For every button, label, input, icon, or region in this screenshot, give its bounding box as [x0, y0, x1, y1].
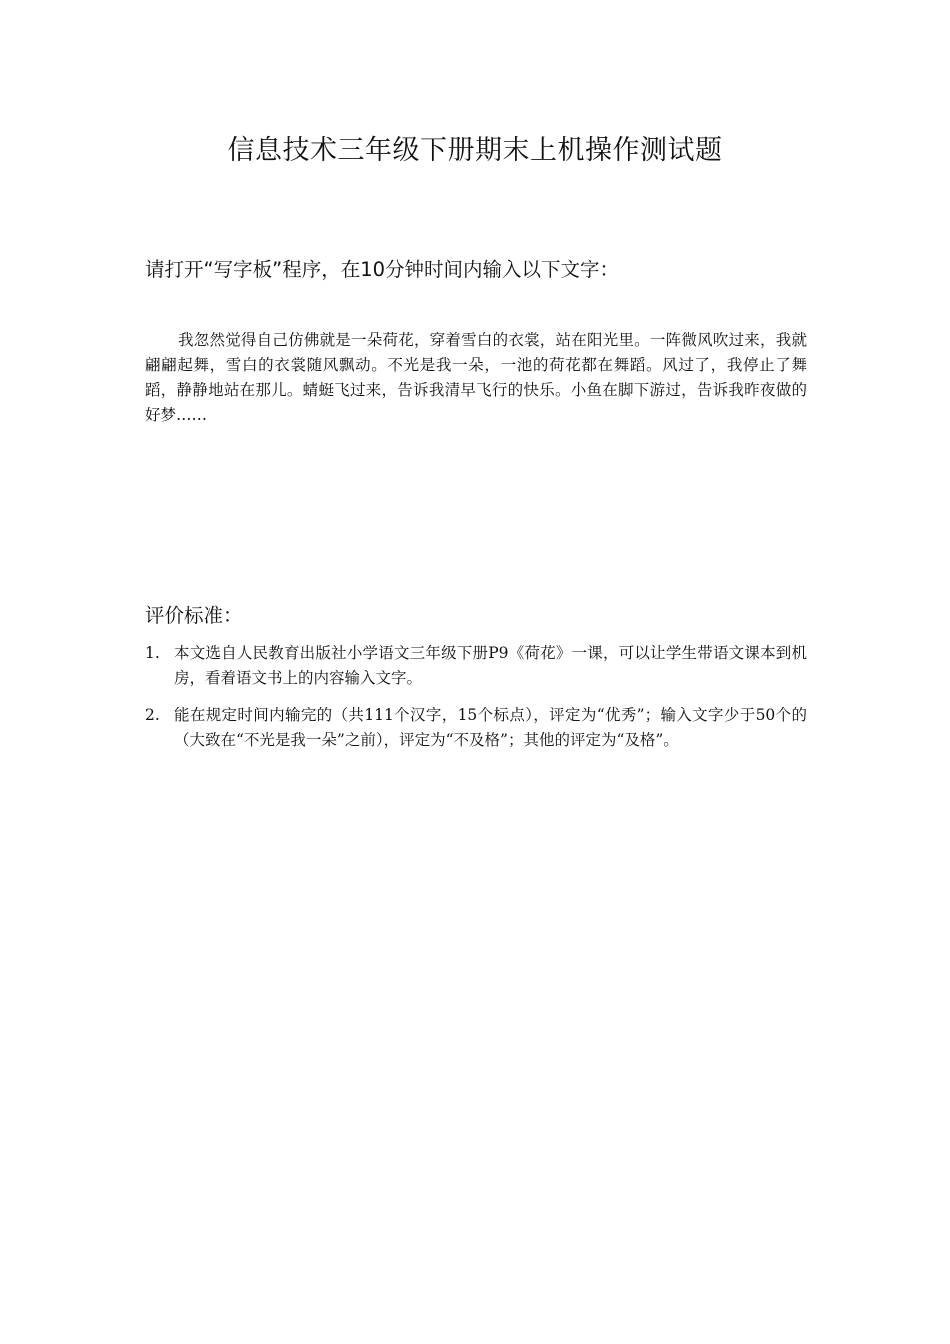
criteria-item-number: 1. [145, 644, 160, 662]
criteria-item-text: 能在规定时间内输完的（共111个汉字，15个标点），评定为“优秀”；输入文字少于50个的（大致在“不光是我一朵”之前），评定为“不及格”；其他的评定为“及格”。 [174, 706, 807, 749]
criteria-item-text: 本文选自人民教育出版社小学语文三年级下册P9《荷花》一课，可以让学生带语文课本到机房，看着语文书上的内容输入文字。 [174, 644, 807, 687]
document-title: 信息技术三年级下册期末上机操作测试题 [227, 135, 723, 166]
criteria-item-number: 2. [145, 706, 160, 724]
criteria-item [145, 641, 807, 691]
criteria-heading: 评价标准： [145, 604, 243, 627]
criteria-list [145, 641, 807, 765]
criteria-item [145, 703, 807, 753]
typing-passage: 我忽然觉得自己仿佛就是一朵荷花，穿着雪白的衣裳，站在阳光里。一阵微风吹过来，我就翩翩起舞，雪白的衣裳随风飘动。不光是我一朵，一池的荷花都在舞蹈。风过了，我停止了舞蹈，静静地站在那儿。蜻蜓飞过来，告诉我清早飞行的快乐。小鱼在脚下游过，告诉我昨夜做的好梦…… [145, 331, 807, 424]
instruction-text: 请打开“写字板”程序，在10分钟时间内输入以下文字： [145, 258, 620, 281]
